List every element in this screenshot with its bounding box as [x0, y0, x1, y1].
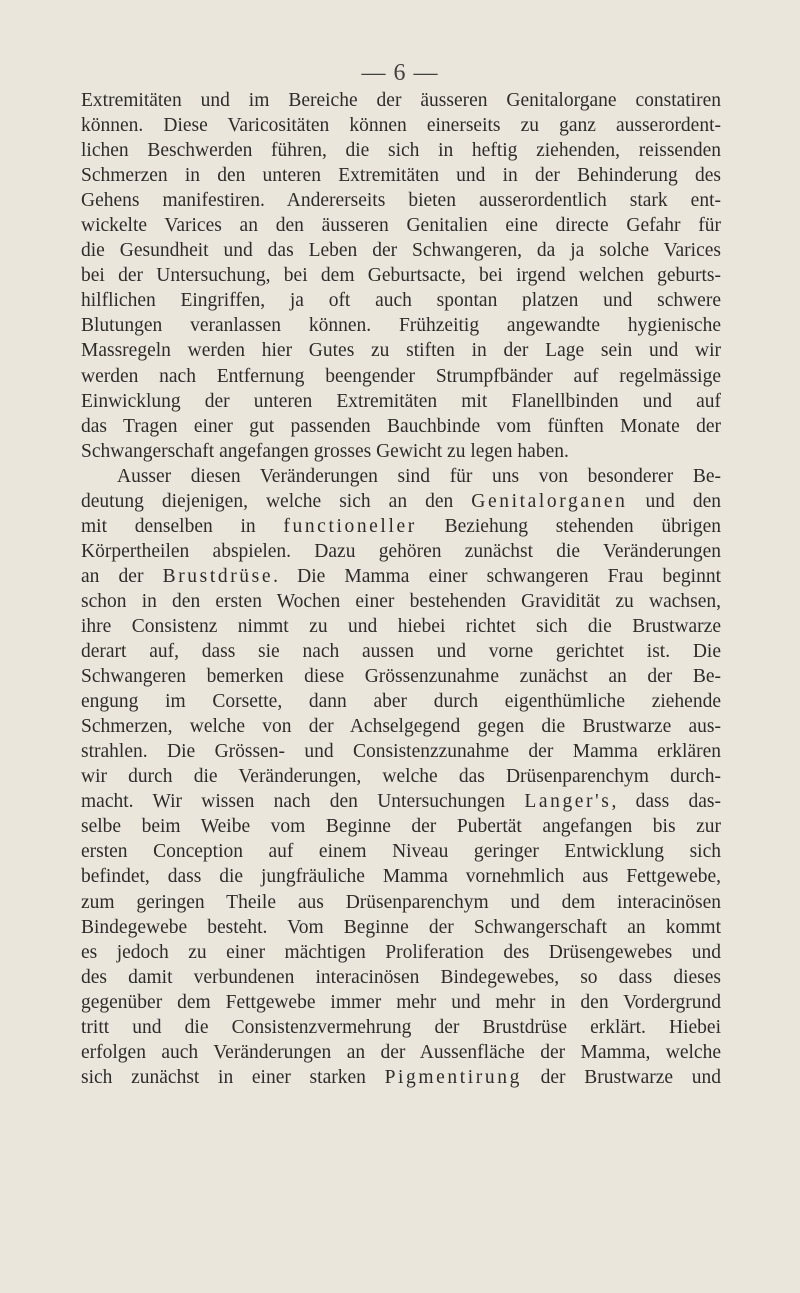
spaced-term: Brustdrüse: [162, 565, 274, 587]
spaced-term: Genitalorganen: [471, 490, 628, 512]
text-line: ihre Consistenz nimmt zu und hiebei richtet sich die Brustwarze: [81, 615, 721, 637]
text-line: Schwangeren bemerken diese Grössenzunahme zunächst an der Be-: [81, 666, 721, 688]
text-line: Schmerzen in den unteren Extremitäten und in der Behinderung des: [81, 165, 721, 187]
body-text: [81, 88, 721, 1090]
text-line: Schwangerschaft angefangen grosses Gewicht zu legen haben.: [81, 440, 569, 462]
text-line: befindet, dass die jungfräuliche Mamma vornehmlich aus Fettgewebe,: [81, 866, 721, 888]
text-line: Extremitäten und im Bereiche der äusseren Genitalorgane constatiren: [81, 90, 721, 111]
text-line: Körpertheilen abspielen. Dazu gehören zunächst die Veränderungen: [81, 540, 721, 562]
page-number: — 6 —: [361, 60, 439, 86]
text-line: gegenüber dem Fettgewebe immer mehr und mehr in den Vordergrund: [81, 991, 721, 1013]
text-line: Einwicklung der unteren Extremitäten mit Flanellbinden und auf: [81, 390, 721, 412]
text-line: Schmerzen, welche von der Achselgegend gegen die Brustwarze aus-: [81, 716, 721, 738]
text-line: Massregeln werden hier Gutes zu stiften in der Lage sein und wir: [81, 340, 721, 362]
text-line: an der Brustdrüse. Die Mamma einer schwangeren Frau beginnt: [81, 565, 721, 587]
text-line: Gehens manifestiren. Andererseits bieten ausserordentlich stark ent-: [81, 190, 721, 212]
text-line: wickelte Varices an den äusseren Genitalien eine directe Gefahr für: [81, 215, 721, 237]
text-line: strahlen. Die Grössen- und Consistenzzunahme der Mamma erklären: [81, 741, 721, 763]
text-line: Bindegewebe besteht. Vom Beginne der Schwangerschaft an kommt: [81, 916, 721, 938]
text-line: lichen Beschwerden führen, die sich in heftig ziehenden, reissenden: [81, 140, 721, 162]
text-line: bei der Untersuchung, bei dem Geburtsacte, bei irgend welchen geburts-: [81, 265, 721, 287]
text-line: Ausser diesen Veränderungen sind für uns von besonderer Be-: [117, 465, 721, 487]
text-line: werden nach Entfernung beengender Strumpfbänder auf regelmässige: [81, 365, 721, 387]
text-line: ersten Conception auf einem Niveau geringer Entwicklung sich: [81, 841, 721, 863]
text-line: derart auf, dass sie nach aussen und vorne gerichtet ist. Die: [81, 641, 721, 663]
text-line: deutung diejenigen, welche sich an den Genitalorganen und den: [81, 490, 721, 512]
text-line: tritt und die Consistenzvermehrung der Brustdrüse erklärt. Hiebei: [81, 1016, 721, 1038]
spaced-term: Langer's: [524, 791, 612, 813]
text-line: hilflichen Eingriffen, ja oft auch spontan platzen und schwere: [81, 290, 721, 312]
text-line: mit denselben in functioneller Beziehung stehenden übrigen: [81, 515, 721, 537]
spaced-term: Pigmentirung: [384, 1066, 522, 1088]
text-line: wir durch die Veränderungen, welche das Drüsenparenchym durch-: [81, 766, 721, 788]
text-line: sich zunächst in einer starken Pigmentirung der Brustwarze und: [81, 1066, 721, 1088]
text-line: schon in den ersten Wochen einer bestehenden Gravidität zu wachsen,: [81, 590, 721, 612]
text-line: erfolgen auch Veränderungen an der Aussenfläche der Mamma, welche: [81, 1041, 721, 1063]
spaced-term: functioneller: [283, 515, 417, 537]
text-line: das Tragen einer gut passenden Bauchbinde vom fünften Monate der: [81, 415, 721, 437]
text-line: selbe beim Weibe vom Beginne der Pubertät angefangen bis zur: [81, 816, 721, 838]
text-line: zum geringen Theile aus Drüsenparenchym und dem interacinösen: [81, 891, 721, 913]
text-line: Blutungen veranlassen können. Frühzeitig angewandte hygienische: [81, 315, 721, 337]
text-line: die Gesundheit und das Leben der Schwangeren, da ja solche Varices: [81, 240, 721, 262]
text-line: des damit verbundenen interacinösen Bindegewebes, so dass dieses: [81, 966, 721, 988]
text-line: können. Diese Varicositäten können einerseits zu ganz ausserordent-: [81, 115, 721, 137]
text-line: es jedoch zu einer mächtigen Proliferation des Drüsengewebes und: [81, 941, 721, 963]
text-line: macht. Wir wissen nach den Untersuchungen Langer's, dass das-: [81, 791, 721, 813]
text-line: engung im Corsette, dann aber durch eigenthümliche ziehende: [81, 691, 721, 713]
